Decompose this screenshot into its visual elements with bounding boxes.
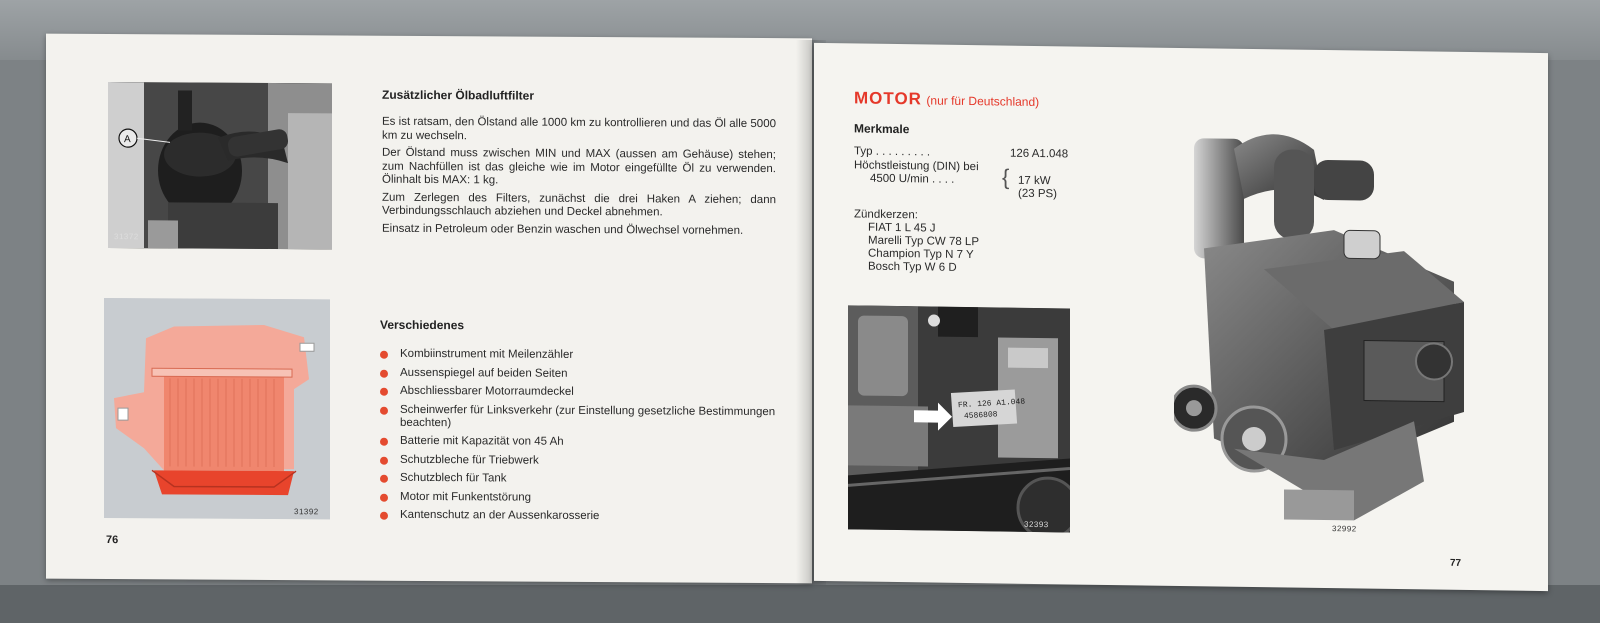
page-subtitle: (nur für Deutschland) xyxy=(926,93,1040,110)
bullet-icon xyxy=(380,456,388,464)
engine-number-photo-graphic xyxy=(848,305,1070,532)
section-heading: Verschiedenes xyxy=(380,317,465,333)
spark-plug-heading: Zündkerzen: xyxy=(854,208,918,222)
section-heading: Zusätzlicher Ölbadluftfilter xyxy=(382,87,535,103)
callout-a: A xyxy=(124,134,131,146)
motor-header xyxy=(854,88,1134,112)
list-item: Schutzblech für Tank xyxy=(380,472,780,487)
figure-number: 32992 xyxy=(1332,524,1357,534)
engine-plate-line2: 4586808 xyxy=(963,410,998,422)
figure-number: 31372 xyxy=(114,232,139,242)
page-number: 76 xyxy=(106,534,119,547)
list-item: Motor mit Funkentstörung xyxy=(380,490,780,505)
feature-list xyxy=(380,348,780,524)
list-item: Schutzbleche für Triebwerk xyxy=(380,453,780,468)
right-page xyxy=(814,43,1548,591)
background-bottom xyxy=(0,585,1600,623)
list-item: Aussenspiegel auf beiden Seiten xyxy=(380,366,780,381)
bullet-icon xyxy=(380,512,388,520)
bullet-icon xyxy=(380,438,388,446)
page-number: 77 xyxy=(1450,557,1462,569)
engine-illustration-graphic xyxy=(1174,118,1494,542)
spark-plug-list xyxy=(854,221,1114,277)
power-ps: (23 PS) xyxy=(1018,187,1057,201)
list-item: Batterie mit Kapazität von 45 Ah xyxy=(380,435,780,450)
list-item: Abschliessbarer Motorraumdeckel xyxy=(380,385,780,400)
bullet-icon xyxy=(380,369,388,377)
engine-number-photo xyxy=(848,305,1070,532)
left-page xyxy=(46,34,812,584)
list-item: Scheinwerfer für Linksverkehr (zur Einstellung gesetzliche Bestimmungen beachten) xyxy=(380,403,780,431)
bullet-icon xyxy=(380,493,388,501)
bullet-icon xyxy=(380,351,388,359)
spark-plug-item: FIAT 1 L 45 J xyxy=(868,221,936,235)
list-item: Kantenschutz an der Aussenkarosserie xyxy=(380,509,780,524)
bullet-icon xyxy=(380,388,388,396)
filter-diagram xyxy=(104,298,330,519)
bullet-icon xyxy=(380,475,388,483)
features-heading: Merkmale xyxy=(854,121,910,137)
spark-plug-item: Marelli Typ CW 78 LP xyxy=(868,234,979,249)
filter-diagram-graphic xyxy=(104,298,330,519)
page-title: MOTOR xyxy=(854,88,922,109)
power-label: Höchstleistung (DIN) bei xyxy=(854,159,979,174)
paragraph: Der Ölstand muss zwischen MIN und MAX (aussen am Gehäuse) stehen; zum Nachfüllen ist das gleiche wie im Motor eingefüllte Öl zu verwenden. Ölinhalt bis MAX: 1 kg. xyxy=(382,146,776,187)
specifications xyxy=(854,121,1114,277)
engine-illustration xyxy=(1174,118,1494,542)
type-value: 126 A1.048 xyxy=(1010,147,1069,161)
spark-plug-item: Bosch Typ W 6 D xyxy=(868,260,957,274)
paragraph: Es ist ratsam, den Ölstand alle 1000 km zu kontrollieren und das Öl alle 5000 km zu wechseln. xyxy=(382,115,776,142)
type-label: Typ . . . . . . . . . xyxy=(854,145,931,159)
figure-number: 32393 xyxy=(1024,519,1049,530)
spark-plug-item: Champion Typ N 7 Y xyxy=(868,247,974,262)
brace-icon: { xyxy=(1002,164,1010,190)
list-item: Kombiinstrument mit Meilenzähler xyxy=(380,348,780,363)
engine-plate-line1: FR. 126 A1.048 xyxy=(957,397,1026,411)
air-filter-photo-graphic xyxy=(108,82,332,249)
power-kw: 17 kW xyxy=(1018,174,1051,188)
air-filter-photo xyxy=(108,82,332,249)
rpm-label: 4500 U/min . . . . xyxy=(870,172,955,186)
section-oil-bath-filter xyxy=(382,88,776,242)
bullet-icon xyxy=(380,406,388,414)
paragraph: Zum Zerlegen des Filters, zunächst die drei Haken A ziehen; dann Verbindungsschlauch abziehen und Deckel abnehmen. xyxy=(382,191,776,219)
section-miscellaneous xyxy=(380,318,780,530)
figure-number: 31392 xyxy=(294,507,319,517)
paragraph: Einsatz in Petroleum oder Benzin waschen und Ölwechsel vornehmen. xyxy=(382,222,744,237)
